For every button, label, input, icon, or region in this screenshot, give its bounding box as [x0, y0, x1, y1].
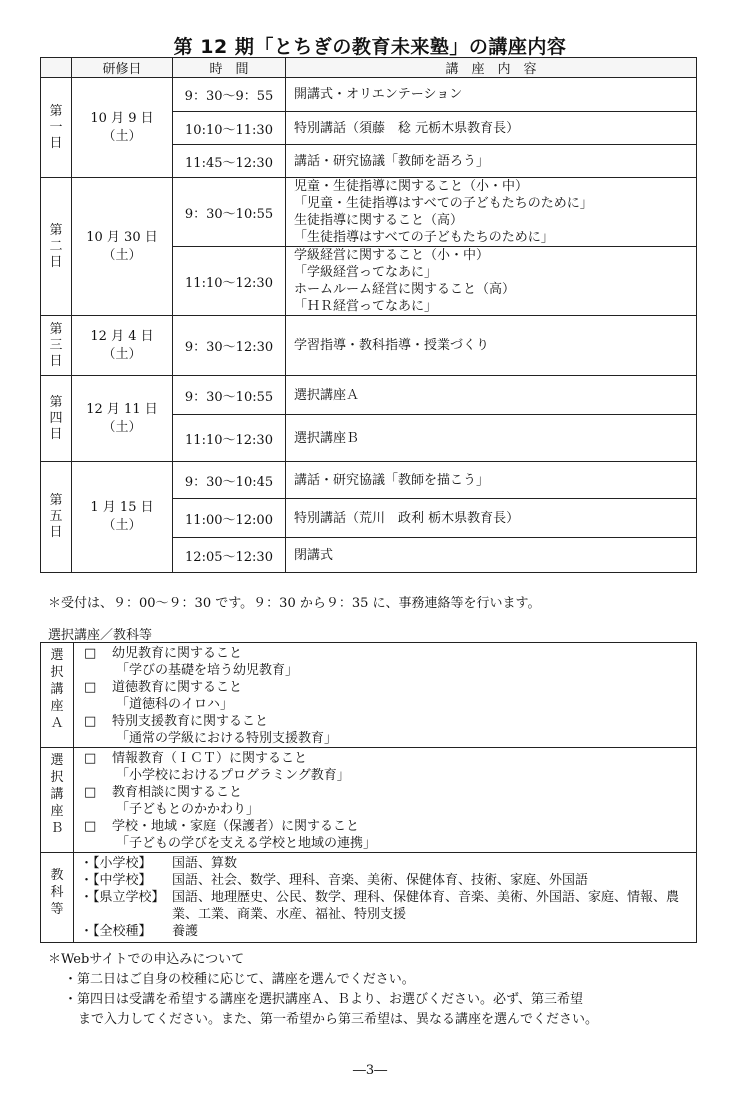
schedule-row: [41, 462, 697, 499]
option-item-sub: 「道徳科のイロハ」: [116, 697, 234, 712]
option-item-name: 特別支援教育に関すること: [112, 714, 269, 729]
web-note-bullet-2: ・第四日は受講を希望する講座を選択講座Ａ、Ｂより、お選びください。必ず、第三希望: [64, 992, 583, 1007]
checkbox-icon: □: [84, 819, 97, 834]
session-content-line: 開講式・オリエンテーション: [294, 87, 463, 102]
session-time: 11:00～12:00: [173, 499, 286, 538]
web-note-heading: ＊Webサイトでの申込みについて: [48, 952, 245, 967]
session-content-line: 「生徒指導はすべての子どもたちのために」: [294, 230, 554, 245]
web-note-bullet-3: まで入力してください。また、第一希望から第三希望は、異なる講座を選んでください。: [78, 1012, 599, 1027]
school-type: ・【中学校】: [80, 873, 152, 888]
session-time: 9：30～12:30: [173, 316, 286, 376]
options-title: 選択講座／教科等: [48, 628, 153, 643]
weekday-text: （土）: [102, 128, 142, 144]
schedule-row: [41, 178, 697, 247]
session-content-line: 学級経営に関すること（小・中）: [294, 248, 490, 263]
schedule-row: [41, 78, 697, 112]
date-cell: [72, 78, 173, 178]
date-cell: [72, 178, 173, 316]
subject-row: [80, 923, 692, 940]
options-table: [40, 642, 697, 943]
checkbox-icon: □: [84, 751, 97, 766]
checkbox-icon: □: [84, 714, 97, 729]
session-content: [286, 145, 697, 178]
session-content-line: 選択講座Ｂ: [294, 430, 360, 446]
session-content: [286, 376, 697, 415]
session-content-line: 講話・研究協議「教師を語ろう」: [294, 153, 490, 169]
weekday-text: （土）: [102, 247, 142, 263]
session-time: 10:10～11:30: [173, 112, 286, 145]
date-text: 10 月 30 日: [86, 229, 158, 245]
weekday-text: （土）: [102, 419, 142, 435]
session-content-line: 児童・生徒指導に関すること（小・中）: [294, 179, 529, 194]
date-cell: [72, 316, 173, 376]
col-date: 研修日: [72, 58, 173, 78]
subject-list: 養護: [172, 924, 199, 939]
category-label: 選 択 講 座 Ａ: [50, 648, 64, 731]
date-cell: [72, 462, 173, 573]
option-item-name: 幼児教育に関すること: [112, 646, 243, 661]
col-time: 時 間: [173, 58, 286, 78]
option-item: [84, 784, 696, 801]
option-item-sub: 「小学校におけるプログラミング教育」: [116, 768, 350, 783]
day-label: 第 三 日: [41, 316, 72, 376]
session-time: 11:10～12:30: [173, 415, 286, 462]
session-time: 9：30～9：55: [173, 78, 286, 112]
session-content: [286, 462, 697, 499]
date-text: 12 月 4 日: [90, 328, 154, 344]
date-text: 10 月 9 日: [90, 110, 154, 126]
schedule-row: [41, 376, 697, 415]
session-time: 9：30～10:45: [173, 462, 286, 499]
weekday-text: （土）: [102, 518, 142, 533]
session-content-line: ホームルーム経営に関すること（高）: [294, 282, 516, 297]
option-item: [84, 750, 696, 767]
session-content-line: 学習指導・教科指導・授業づくり: [294, 338, 490, 353]
option-item: [84, 679, 696, 696]
school-type: ・【県立学校】: [80, 890, 165, 905]
day-label: 第 二 日: [41, 178, 72, 316]
session-content-line: 特別講話（荒川 政利 栃木県教育長）: [294, 510, 520, 526]
date-cell: [72, 376, 173, 462]
day-label: 第 四 日: [41, 376, 72, 462]
subjects-list: [74, 853, 697, 943]
checkbox-icon: □: [84, 785, 97, 800]
option-item: [84, 645, 696, 662]
option-item-sub: 「子どもとのかかわり」: [116, 802, 260, 817]
session-time: 11:10～12:30: [173, 247, 286, 316]
session-content-line: 「児童・生徒指導はすべての子どもたちのために」: [294, 196, 593, 211]
session-content: [286, 247, 697, 316]
session-content: [286, 316, 697, 376]
date-text: 1 月 15 日: [90, 500, 154, 515]
subject-list: 国語、地理歴史、公民、数学、理科、保健体育、音楽、美術、外国語、家庭、情報、農業、工業、商業、水産、福祉、特別支援: [172, 890, 680, 922]
session-content-line: 特別講話（須藤 稔 元栃木県教育長）: [294, 120, 520, 136]
session-content-line: 「ＨＲ経営ってなあに」: [294, 299, 438, 314]
option-item-sub: 「通常の学級における特別支援教育」: [116, 731, 338, 746]
option-item-name: 教育相談に関すること: [112, 785, 243, 800]
col-day: [41, 58, 72, 78]
option-item: [84, 713, 696, 730]
session-content-line: 講話・研究協議「教師を描こう」: [294, 472, 490, 488]
school-type: ・【小学校】: [80, 856, 152, 871]
option-a-label: [41, 643, 74, 748]
subject-list: 国語、算数: [172, 856, 238, 871]
schedule-row: [41, 316, 697, 376]
session-content: [286, 112, 697, 145]
session-content: [286, 538, 697, 573]
option-item-name: 学校・地域・家庭（保護者）に関すること: [112, 819, 360, 834]
category-label: 教 科 等: [50, 868, 64, 917]
checkbox-icon: □: [84, 680, 97, 695]
session-time: 11:45～12:30: [173, 145, 286, 178]
page-title: 第 12 期「とちぎの教育未来塾」の講座内容: [173, 36, 567, 58]
session-content-line: 閉講式: [294, 547, 334, 563]
option-a-list: [74, 643, 697, 748]
session-content: [286, 499, 697, 538]
reception-note: ＊受付は、９：00～９：30 です。９：30 から９：35 に、事務連絡等を行います。: [48, 596, 541, 611]
option-item: [84, 818, 696, 835]
session-time: 12:05～12:30: [173, 538, 286, 573]
day-label: 第 五 日: [41, 462, 72, 573]
col-content: 講 座 内 容: [286, 58, 697, 78]
session-content: [286, 415, 697, 462]
category-label: 選 択 講 座 Ｂ: [50, 753, 64, 836]
school-type: ・【全校種】: [80, 924, 152, 939]
session-content: [286, 178, 697, 247]
option-item-name: 道徳教育に関すること: [112, 680, 243, 695]
subject-list: 国語、社会、数学、理科、音楽、美術、保健体育、技術、家庭、外国語: [172, 873, 589, 888]
session-content: [286, 78, 697, 112]
option-item-name: 情報教育（ＩＣＴ）に関すること: [112, 751, 308, 766]
web-note-bullet-1: ・第二日はご自身の校種に応じて、講座を選んでください。: [64, 972, 415, 987]
subject-row: [80, 889, 692, 923]
page-number: ―3―: [352, 1063, 388, 1078]
session-content-line: 「学級経営ってなあに」: [294, 265, 438, 280]
option-item-sub: 「子どもの学びを支える学校と地域の連携」: [116, 836, 377, 851]
session-time: 9：30～10:55: [173, 178, 286, 247]
option-b-label: [41, 748, 74, 853]
option-item-sub: 「学びの基礎を培う幼児教育」: [116, 663, 299, 678]
option-b-list: [74, 748, 697, 853]
subject-row: [80, 855, 692, 872]
day-label: 第 一 日: [41, 78, 72, 178]
session-content-line: 生徒指導に関すること（高）: [294, 213, 464, 228]
weekday-text: （土）: [102, 346, 142, 362]
session-content-line: 選択講座Ａ: [294, 387, 360, 403]
checkbox-icon: □: [84, 646, 97, 661]
schedule-table: [40, 57, 697, 573]
subjects-label: [41, 853, 74, 943]
subject-row: [80, 872, 692, 889]
session-time: 9：30～10:55: [173, 376, 286, 415]
date-text: 12 月 11 日: [86, 401, 158, 417]
